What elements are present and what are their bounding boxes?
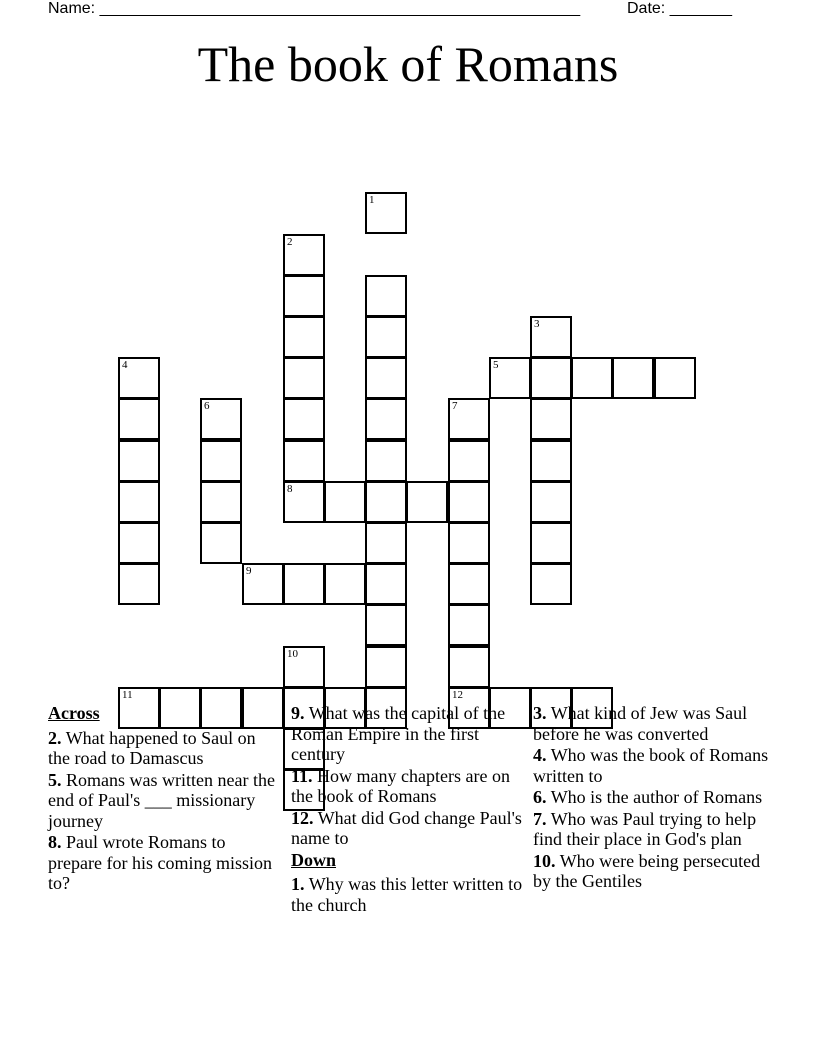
crossword-cell[interactable] — [365, 440, 407, 482]
clue-item — [533, 787, 773, 808]
crossword-cell[interactable] — [365, 357, 407, 399]
crossword-cell[interactable] — [283, 440, 325, 482]
crossword-cell[interactable] — [530, 316, 572, 358]
crossword-cell[interactable] — [406, 481, 448, 523]
clues-column-3 — [533, 703, 773, 893]
page-title: The book of Romans — [197, 36, 619, 92]
crossword-cell[interactable] — [242, 563, 284, 605]
crossword-cell[interactable] — [448, 522, 490, 564]
clue-item — [291, 874, 525, 915]
clue-item-text: Who was Paul trying to help find their place in God's plan — [533, 808, 757, 849]
clue-item-number: 3. — [533, 703, 547, 723]
crossword-cell[interactable] — [283, 398, 325, 440]
crossword-cell[interactable] — [530, 357, 572, 399]
crossword-cell[interactable] — [612, 357, 654, 399]
crossword-cell[interactable] — [118, 357, 160, 399]
clue-number: 3 — [534, 318, 540, 330]
crossword-cell[interactable] — [365, 192, 407, 234]
clue-item — [291, 766, 525, 807]
clue-number: 7 — [452, 400, 458, 412]
date-field-label: Date: _______ — [627, 0, 732, 17]
clue-number: 1 — [369, 194, 375, 206]
clue-number: 2 — [287, 236, 293, 248]
across-clue-list — [48, 728, 276, 894]
clue-number: 9 — [246, 565, 252, 577]
clue-item-text: What happened to Saul on the road to Damascus — [48, 727, 256, 768]
crossword-cell[interactable] — [448, 440, 490, 482]
crossword-cell[interactable] — [365, 646, 407, 688]
crossword-cell[interactable] — [365, 481, 407, 523]
crossword-cell[interactable] — [118, 398, 160, 440]
clue-item-number: 11. — [291, 765, 313, 786]
clue-number: 6 — [204, 400, 210, 412]
clue-item — [48, 728, 276, 769]
clue-item-text: Why was this letter written to the church — [291, 874, 523, 915]
clue-item — [533, 703, 773, 744]
clue-number: 5 — [493, 359, 499, 371]
crossword-cell[interactable] — [283, 234, 325, 276]
clue-number: 4 — [122, 359, 128, 371]
crossword-cell[interactable] — [283, 646, 325, 688]
clue-item-text: What did God change Paul's name to — [291, 807, 522, 848]
clue-number: 10 — [287, 648, 298, 660]
clues-column-2 — [291, 703, 525, 916]
clue-number: 11 — [122, 689, 133, 701]
crossword-cell[interactable] — [200, 440, 242, 482]
clue-item — [533, 851, 773, 892]
crossword-cell[interactable] — [365, 275, 407, 317]
down-clue-list-continued — [533, 703, 773, 892]
clue-item-number: 1. — [291, 874, 305, 894]
crossword-cell[interactable] — [118, 481, 160, 523]
clue-item-number: 6. — [533, 787, 547, 807]
crossword-cell[interactable] — [200, 398, 242, 440]
clue-item — [291, 808, 525, 849]
clue-item-text: Who were being persecuted by the Gentiles — [533, 850, 761, 891]
crossword-cell[interactable] — [365, 316, 407, 358]
across-clue-list-continued — [291, 703, 525, 849]
clue-number: 12 — [452, 689, 463, 701]
clue-item-number: 12. — [291, 807, 314, 828]
clue-item-text: Paul wrote Romans to prepare for his coming mission to? — [48, 832, 272, 893]
crossword-cell[interactable] — [571, 357, 613, 399]
clue-item-number: 10. — [533, 850, 556, 871]
crossword-cell[interactable] — [530, 440, 572, 482]
crossword-cell[interactable] — [324, 563, 366, 605]
clue-item-text: What was the capital of the Roman Empire in the first century — [291, 703, 506, 764]
clue-number: 8 — [287, 483, 293, 495]
crossword-cell[interactable] — [448, 604, 490, 646]
down-heading: Down — [291, 849, 337, 870]
crossword-cell[interactable] — [448, 398, 490, 440]
crossword-cell[interactable] — [283, 275, 325, 317]
crossword-cell[interactable] — [283, 357, 325, 399]
crossword-cell[interactable] — [365, 522, 407, 564]
clue-item-text: Who is the author of Romans — [550, 787, 763, 807]
crossword-cell[interactable] — [654, 357, 696, 399]
crossword-cell[interactable] — [448, 646, 490, 688]
crossword-cell[interactable] — [489, 357, 531, 399]
crossword-cell[interactable] — [200, 522, 242, 564]
clue-item — [533, 745, 773, 786]
crossword-cell[interactable] — [530, 398, 572, 440]
crossword-cell[interactable] — [283, 316, 325, 358]
crossword-cell[interactable] — [365, 398, 407, 440]
crossword-cell[interactable] — [530, 522, 572, 564]
across-heading: Across — [48, 703, 100, 723]
crossword-cell[interactable] — [118, 563, 160, 605]
crossword-cell[interactable] — [365, 604, 407, 646]
clue-item — [48, 832, 276, 894]
clue-item-number: 5. — [48, 769, 62, 790]
crossword-cell[interactable] — [448, 563, 490, 605]
crossword-cell[interactable] — [283, 481, 325, 523]
clue-item-number: 4. — [533, 745, 547, 765]
crossword-cell[interactable] — [448, 481, 490, 523]
clue-item-number: 9. — [291, 703, 305, 723]
clue-item-number: 8. — [48, 832, 62, 852]
clue-item-text: How many chapters are on the book of Romans — [291, 765, 510, 806]
crossword-cell[interactable] — [200, 481, 242, 523]
clue-item — [291, 703, 525, 765]
crossword-cell[interactable] — [118, 440, 160, 482]
clue-item-text: Who was the book of Romans written to — [533, 745, 769, 786]
crossword-cell[interactable] — [530, 563, 572, 605]
clue-item-number: 7. — [533, 808, 547, 829]
clue-item-text: Romans was written near the end of Paul's ___ missionary journey — [48, 769, 275, 831]
name-field-label: Name: ______________________________________________________ — [48, 0, 581, 17]
crossword-cell[interactable] — [530, 481, 572, 523]
clues-column-1 — [48, 703, 276, 895]
clue-item — [533, 809, 773, 850]
clue-item — [48, 770, 276, 832]
crossword-cell[interactable] — [118, 522, 160, 564]
clue-item-number: 2. — [48, 727, 62, 748]
clue-item-text: What kind of Jew was Saul before he was converted — [533, 703, 748, 744]
down-clue-list — [291, 874, 525, 915]
crossword-cell[interactable] — [324, 481, 366, 523]
crossword-cell[interactable] — [365, 563, 407, 605]
crossword-cell[interactable] — [283, 563, 325, 605]
